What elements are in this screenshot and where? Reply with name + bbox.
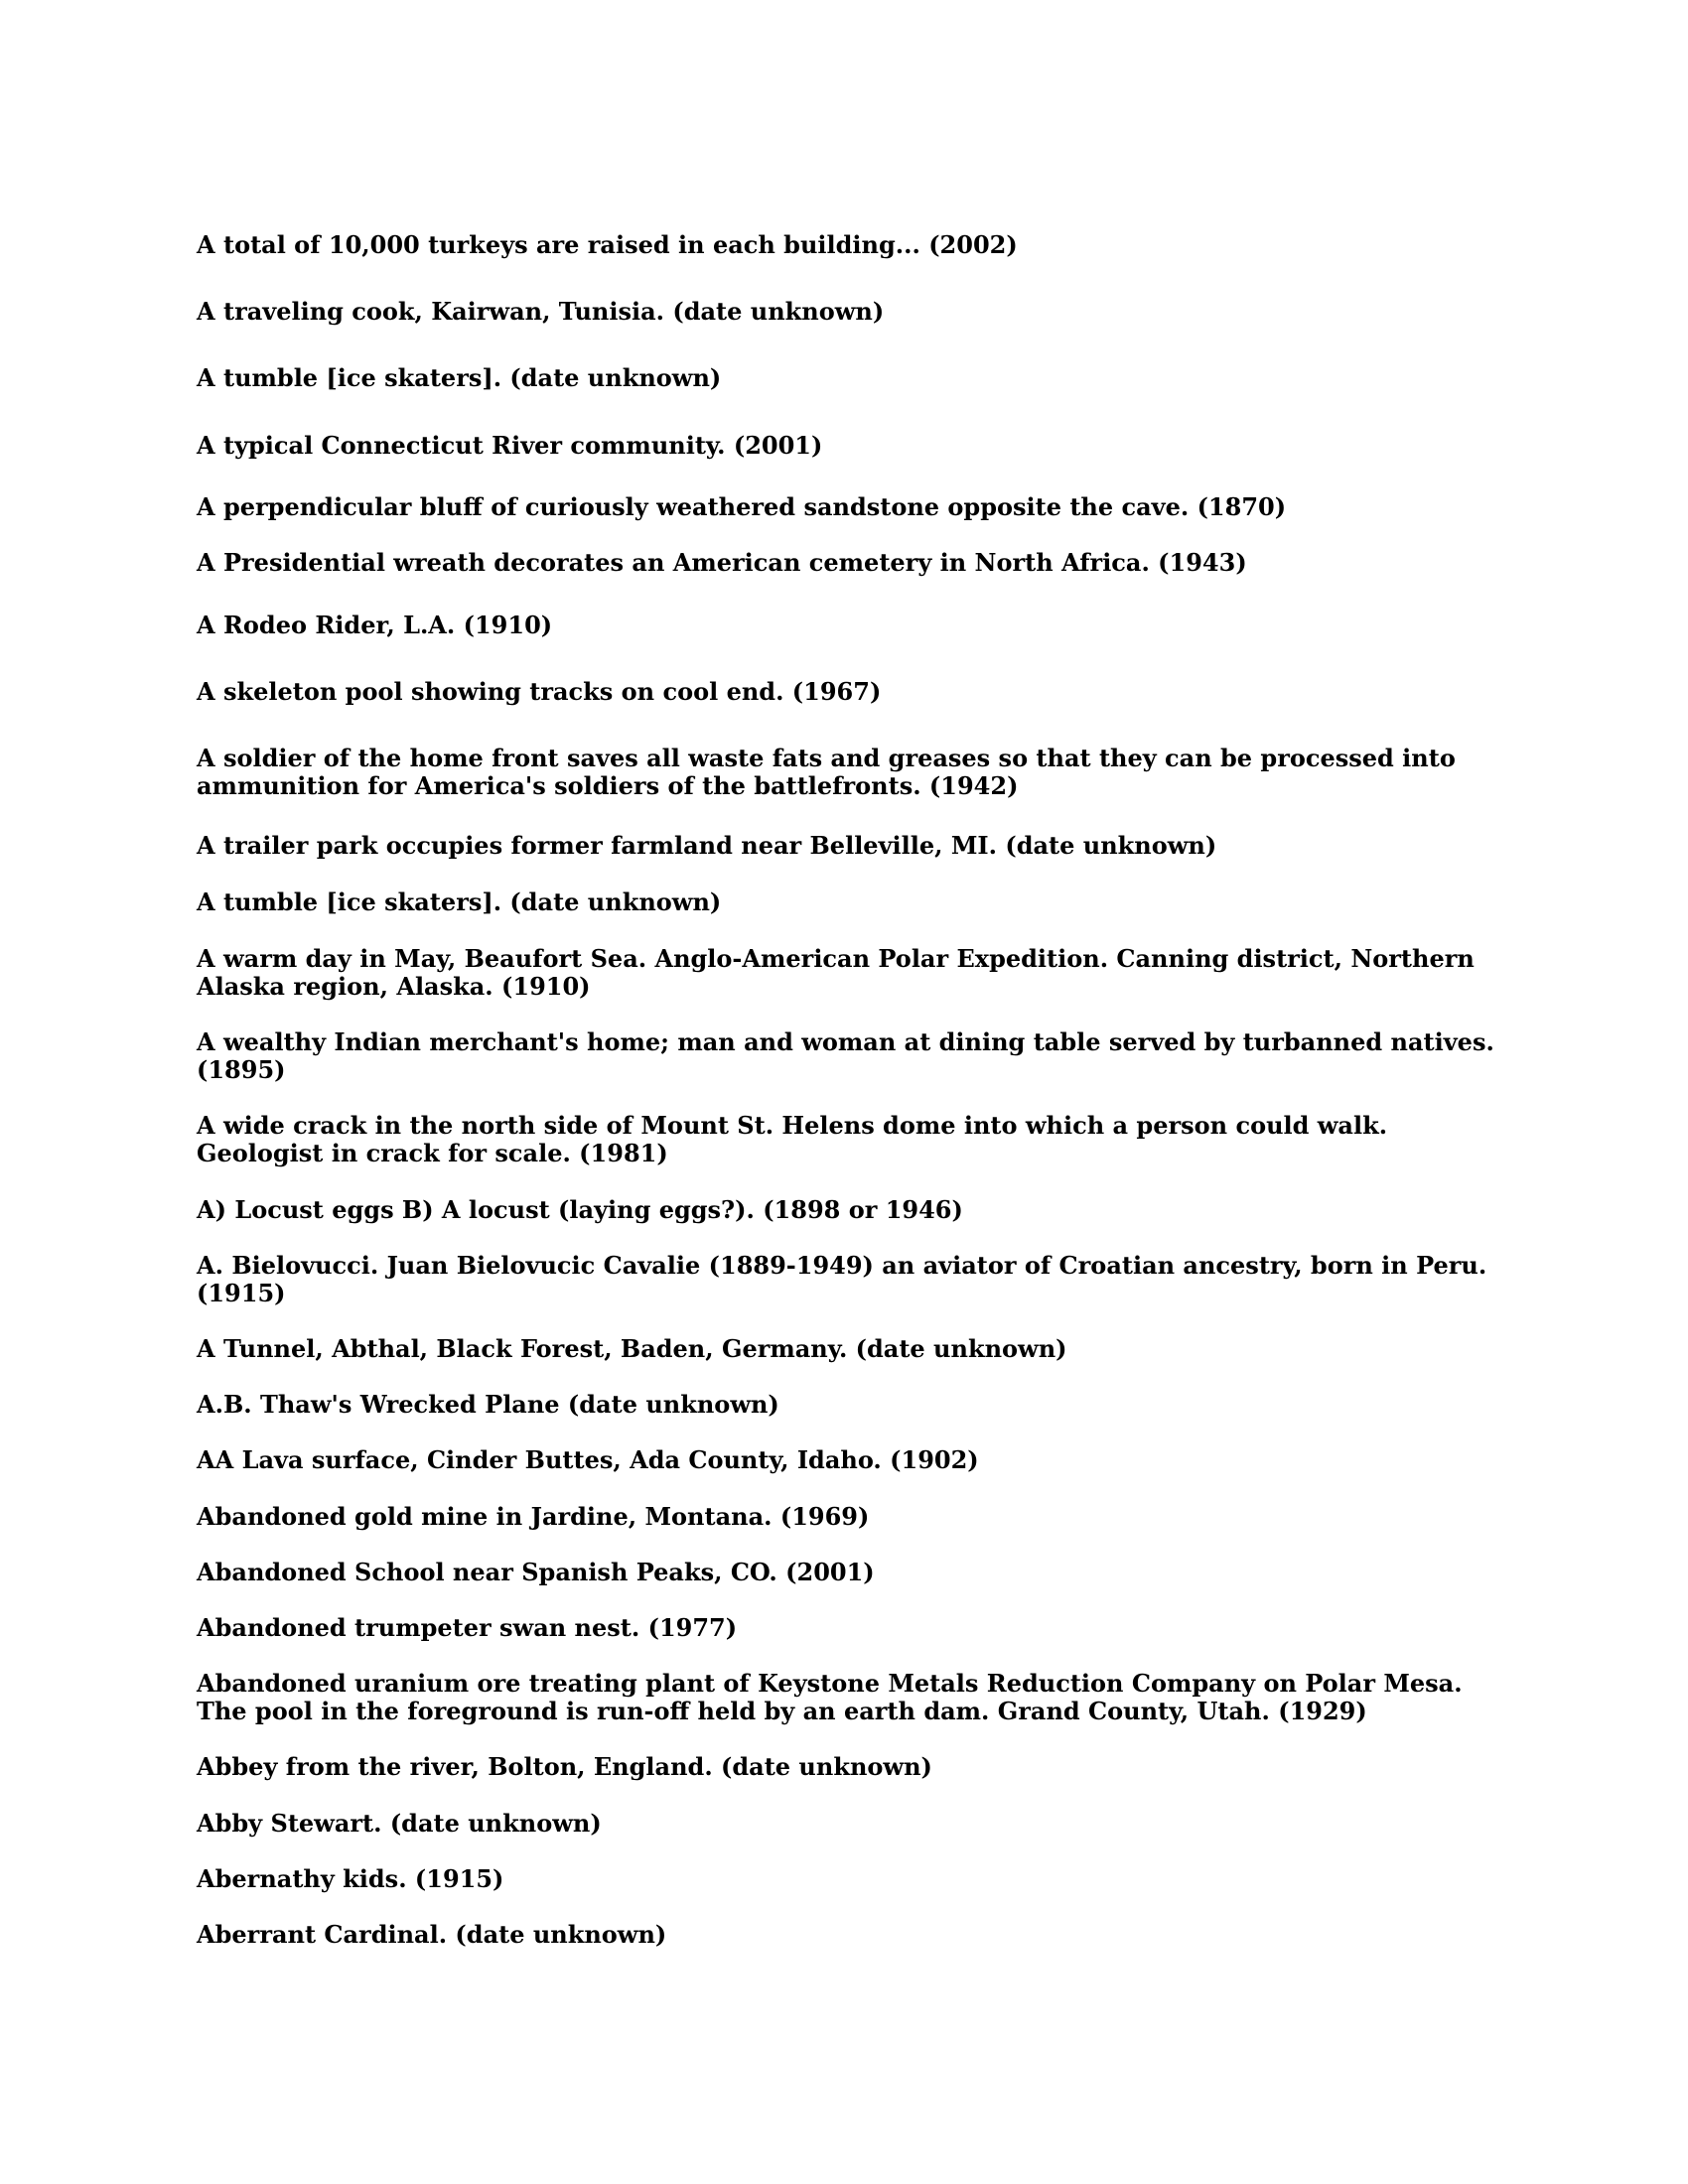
caption-entry: A Tunnel, Abthal, Black Forest, Baden, Germany. (date unknown)	[197, 1334, 1067, 1363]
caption-entry: A wide crack in the north side of Mount St. Helens dome into which a person could walk. Geologist in crack for scale. (1981)	[197, 1111, 1388, 1167]
caption-entry: A wealthy Indian merchant's home; man and woman at dining table served by turbanned natives. (1895)	[197, 1027, 1494, 1084]
caption-entry: A tumble [ice skaters]. (date unknown)	[197, 363, 722, 392]
caption-entry: Abbey from the river, Bolton, England. (date unknown)	[197, 1752, 932, 1781]
caption-entry: A skeleton pool showing tracks on cool end. (1967)	[197, 677, 882, 706]
caption-entry: A trailer park occupies former farmland near Belleville, MI. (date unknown)	[197, 831, 1217, 860]
caption-entry: A perpendicular bluff of curiously weathered sandstone opposite the cave. (1870)	[197, 492, 1287, 521]
caption-entry: A Presidential wreath decorates an American cemetery in North Africa. (1943)	[197, 548, 1247, 577]
caption-entry: A. Bielovucci. Juan Bielovucic Cavalie (1889-1949) an aviator of Croatian ancestry, born in Peru. (1915)	[197, 1251, 1487, 1307]
caption-entry: A Rodeo Rider, L.A. (1910)	[197, 611, 553, 639]
caption-entry: Abernathy kids. (1915)	[197, 1864, 504, 1893]
caption-entry: A typical Connecticut River community. (2001)	[197, 431, 823, 460]
caption-entry: A traveling cook, Kairwan, Tunisia. (date unknown)	[197, 297, 885, 326]
caption-entry: A) Locust eggs B) A locust (laying eggs?). (1898 or 1946)	[197, 1195, 963, 1224]
caption-entry: Abby Stewart. (date unknown)	[197, 1809, 602, 1838]
caption-entry: A.B. Thaw's Wrecked Plane (date unknown)	[197, 1390, 779, 1419]
caption-entry: A soldier of the home front saves all waste fats and greases so that they can be processed into ammunition for America's soldiers of the battlefronts. (1942)	[197, 744, 1456, 800]
caption-entry: Abandoned trumpeter swan nest. (1977)	[197, 1613, 738, 1642]
caption-entry: Aberrant Cardinal. (date unknown)	[197, 1920, 667, 1949]
caption-entry: A warm day in May, Beaufort Sea. Anglo-American Polar Expedition. Canning district, Northern Alaska region, Alaska. (1910)	[197, 944, 1475, 1001]
caption-entry: Abandoned gold mine in Jardine, Montana. (1969)	[197, 1502, 870, 1531]
caption-entry: A total of 10,000 turkeys are raised in each building... (2002)	[197, 230, 1018, 259]
caption-entry: A tumble [ice skaters]. (date unknown)	[197, 887, 722, 916]
caption-entry: AA Lava surface, Cinder Buttes, Ada County, Idaho. (1902)	[197, 1445, 979, 1474]
caption-entry: Abandoned School near Spanish Peaks, CO. (2001)	[197, 1558, 875, 1586]
caption-entry: Abandoned uranium ore treating plant of Keystone Metals Reduction Company on Polar Mesa. The pool in the foreground is run-off held by an earth dam. Grand County, Utah. (1929)	[197, 1669, 1463, 1725]
